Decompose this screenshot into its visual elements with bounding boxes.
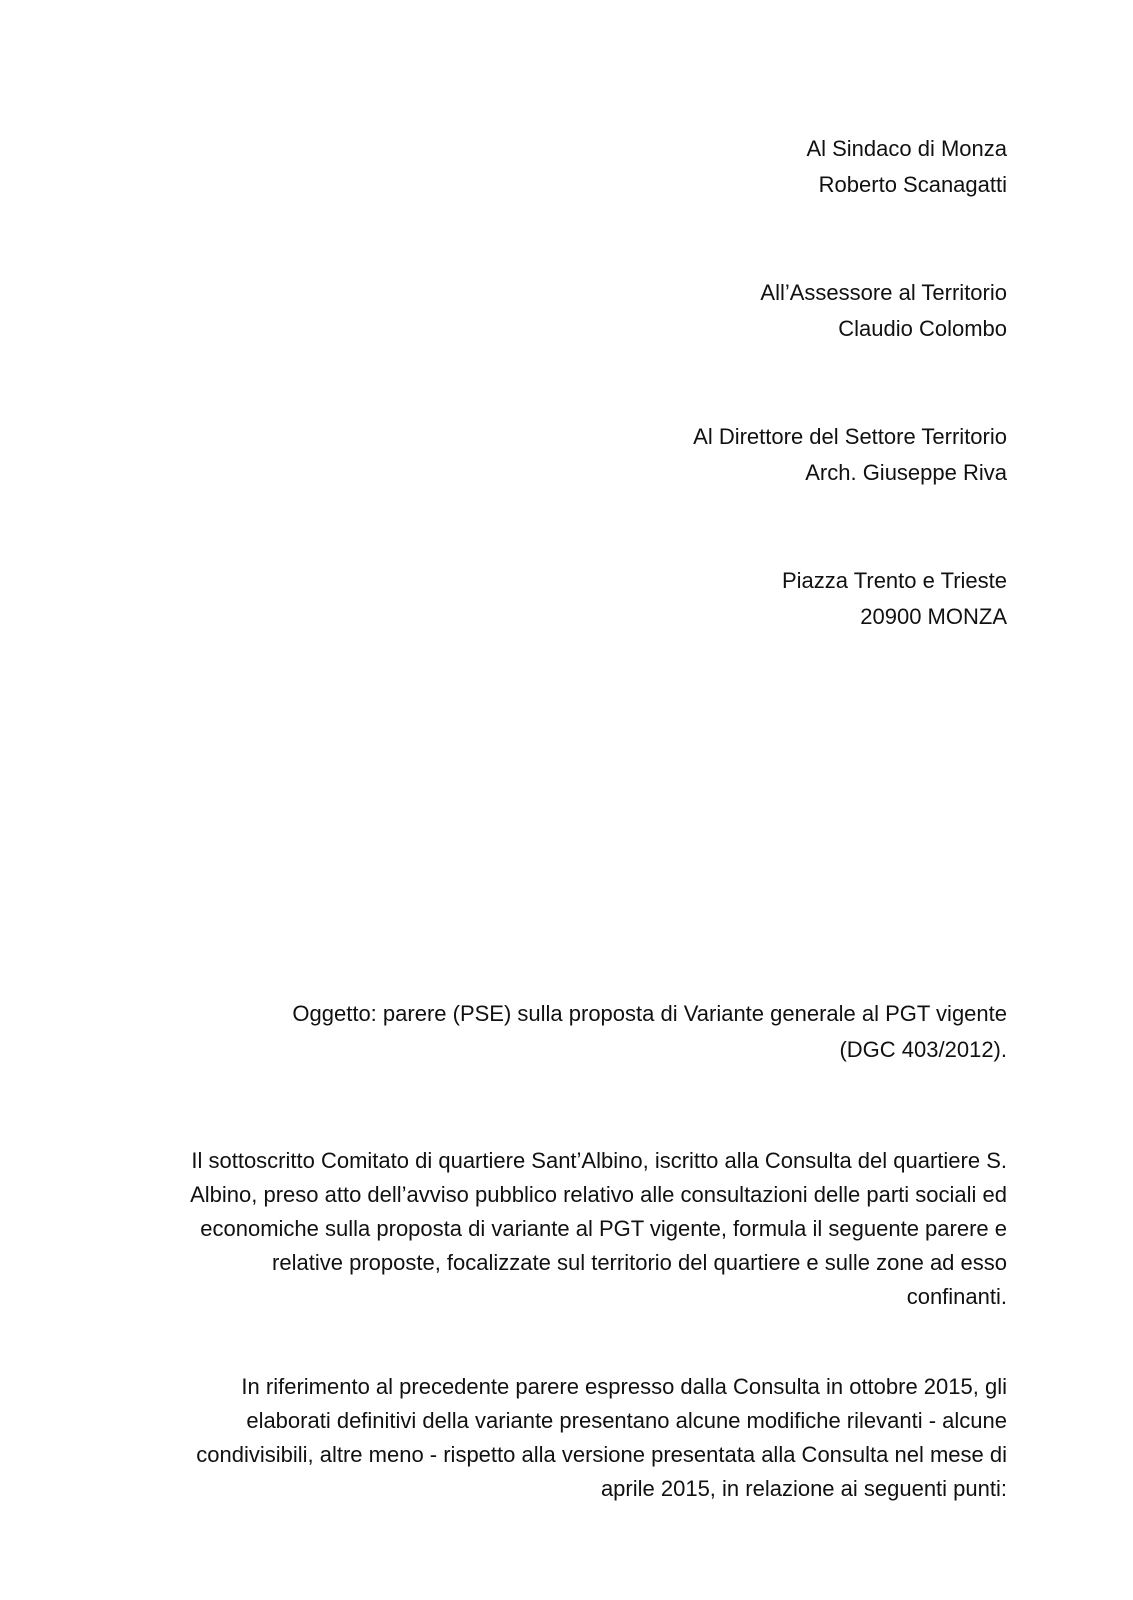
- paragraph-line: economiche sulla proposta di variante al PGT vigente, formula il seguente parere e: [200, 1216, 1007, 1241]
- recipient-address: [782, 563, 1007, 635]
- recipient-name: Arch. Giuseppe Riva: [805, 460, 1007, 485]
- intro-paragraph: [112, 1144, 1007, 1314]
- recipient-assessor: [760, 275, 1007, 347]
- paragraph-line: relative proposte, focalizzate sul territorio del quartiere e sulle zone ad esso: [272, 1250, 1007, 1275]
- subject-reference: (DGC 403/2012).: [839, 1037, 1007, 1062]
- reference-paragraph: [112, 1370, 1007, 1506]
- recipient-name: Roberto Scanagatti: [818, 172, 1007, 197]
- recipient-director: [693, 419, 1007, 491]
- recipient-name: Claudio Colombo: [838, 316, 1007, 341]
- paragraph-line: condivisibili, altre meno - rispetto alla versione presentata alla Consulta nel mese di: [196, 1442, 1007, 1467]
- paragraph-line: elaborati definitivi della variante presentano alcune modifiche rilevanti - alcune: [246, 1408, 1007, 1433]
- subject-text: Oggetto: parere (PSE) sulla proposta di Variante generale al PGT vigente: [292, 1001, 1007, 1026]
- paragraph-line: confinanti.: [906, 1284, 1007, 1309]
- paragraph-line: Il sottoscritto Comitato di quartiere Sant’Albino, iscritto alla Consulta del quartiere S.: [191, 1148, 1007, 1173]
- address-street: Piazza Trento e Trieste: [782, 568, 1007, 593]
- recipient-title: Al Sindaco di Monza: [806, 136, 1007, 161]
- address-city: 20900 MONZA: [860, 604, 1007, 629]
- paragraph-line: aprile 2015, in relazione ai seguenti punti:: [600, 1476, 1007, 1501]
- recipient-title: Al Direttore del Settore Territorio: [693, 424, 1007, 449]
- subject-line: [207, 996, 1007, 1068]
- paragraph-line: In riferimento al precedente parere espresso dalla Consulta in ottobre 2015, gli: [241, 1374, 1007, 1399]
- recipient-mayor: [806, 131, 1007, 203]
- recipient-title: All’Assessore al Territorio: [760, 280, 1007, 305]
- paragraph-line: Albino, preso atto dell’avviso pubblico relativo alle consultazioni delle parti sociali ed: [190, 1182, 1007, 1207]
